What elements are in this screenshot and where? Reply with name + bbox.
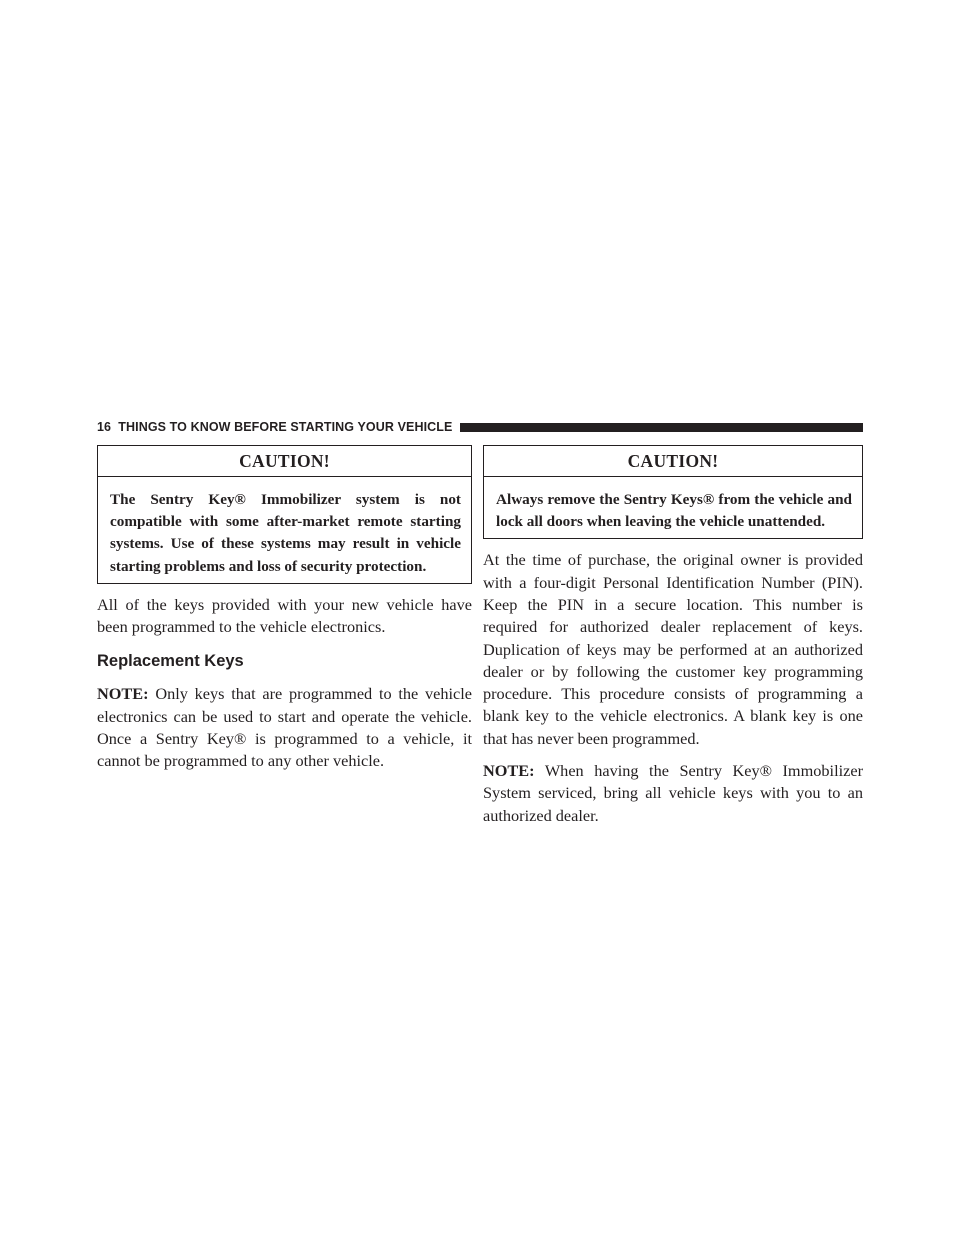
chapter-title: THINGS TO KNOW BEFORE STARTING YOUR VEHICLE xyxy=(118,420,453,434)
page-header xyxy=(97,418,863,436)
caution-title: CAUTION! xyxy=(484,446,862,477)
note-label: NOTE: xyxy=(97,684,149,704)
left-column xyxy=(97,445,472,773)
caution-body: The Sentry Key® Immobilizer system is not compatible with some after-market remote starting systems. Use of these systems may result in vehicle starting problems and loss of security protection. xyxy=(110,491,461,575)
header-rule xyxy=(460,423,863,432)
note-text: Only keys that are programmed to the vehicle electronics can be used to start and operate the vehicle. Once a Sentry Key® is programmed to a vehicle, it cannot be programmed to any other vehicle. xyxy=(97,684,472,771)
header-text xyxy=(97,420,460,434)
note-paragraph-replacement xyxy=(97,683,472,772)
section-heading-replacement-keys: Replacement Keys xyxy=(97,652,244,671)
note-label: NOTE: xyxy=(483,761,535,781)
page-number: 16 xyxy=(97,420,112,434)
right-column xyxy=(483,445,863,827)
caution-title: CAUTION! xyxy=(98,446,471,477)
caution-box-remove-keys xyxy=(483,445,863,539)
note-text: When having the Sentry Key® Immobilizer System serviced, bring all vehicle keys with you to an authorized dealer. xyxy=(483,761,863,825)
keys-programmed-paragraph: All of the keys provided with your new vehicle have been programmed to the vehicle electronics. xyxy=(97,594,472,637)
note-paragraph-service xyxy=(483,760,863,827)
pin-paragraph: At the time of purchase, the original owner is provided with a four-digit Personal Identification Number (PIN). Keep the PIN in a secure location. This number is required for authorized dealer replacement of keys. Duplication of keys may be performed at an authorized dealer or by following the customer key programming procedure. This procedure consists of programming a blank key to the vehicle electronics. A blank key is one that has never been programmed. xyxy=(483,550,863,748)
caution-body: Always remove the Sentry Keys® from the vehicle and lock all doors when leaving the vehicle unattended. xyxy=(496,491,852,531)
caution-box-immobilizer xyxy=(97,445,472,584)
